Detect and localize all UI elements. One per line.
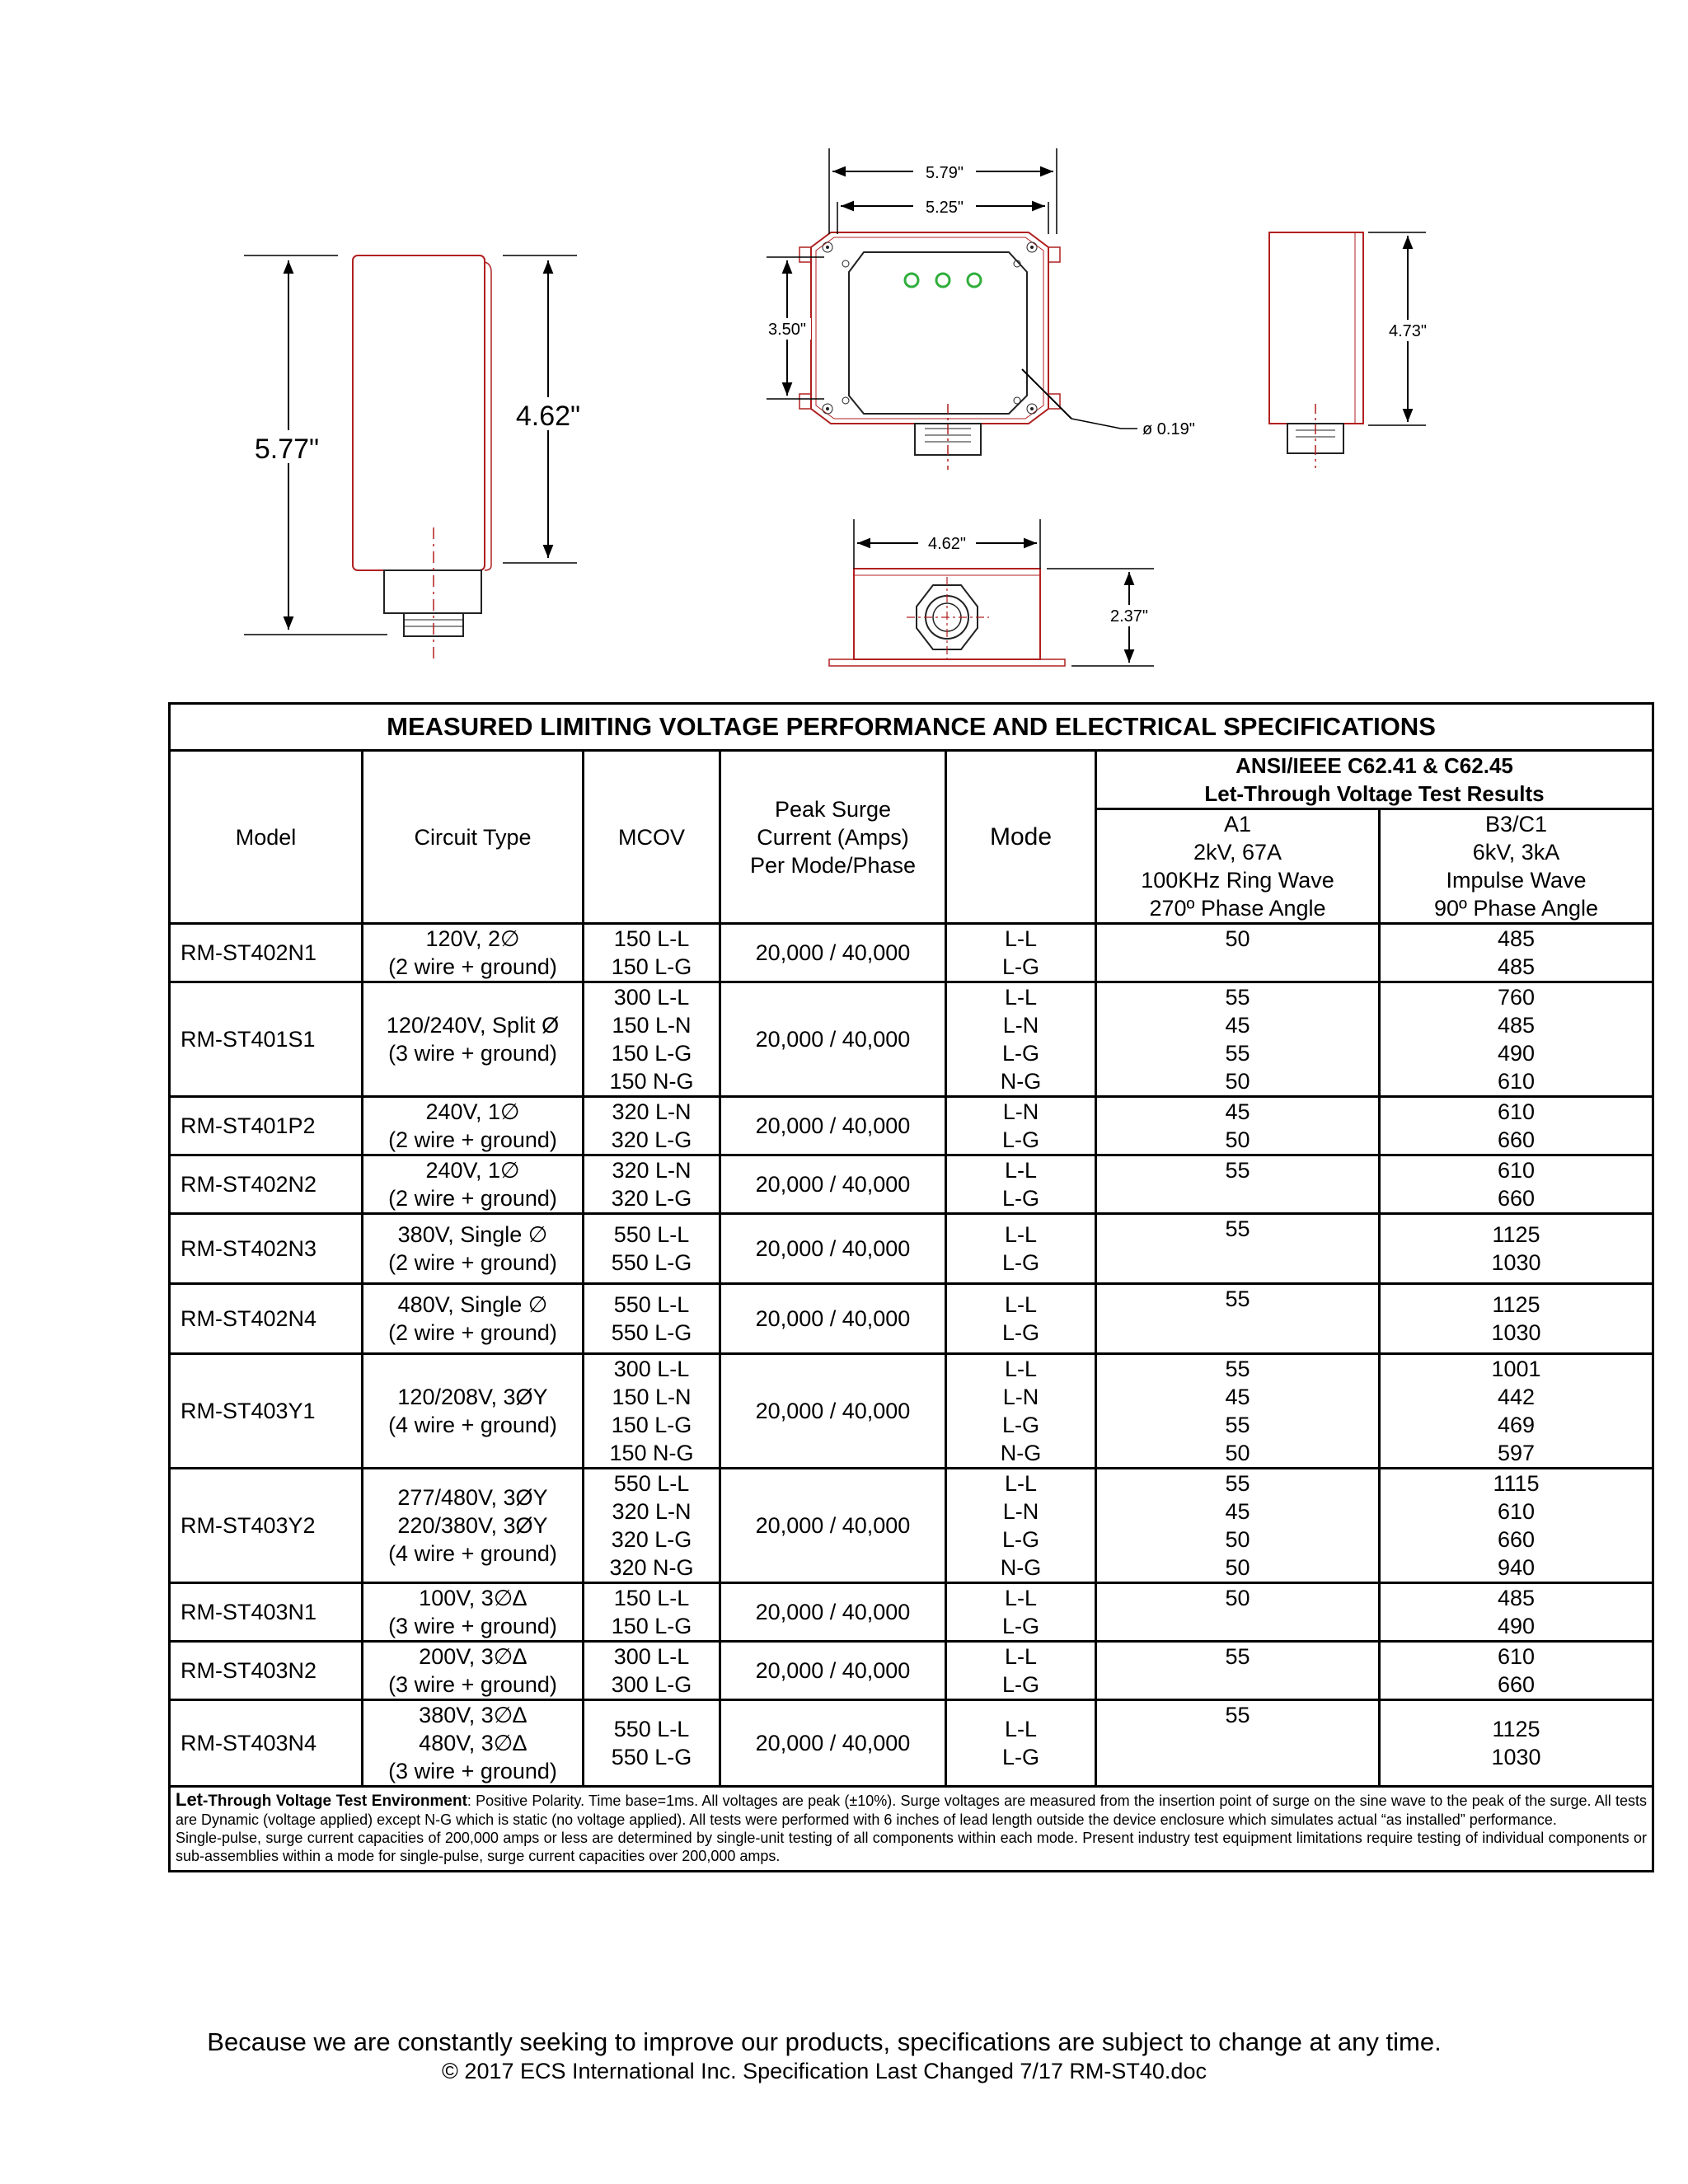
cell-circuit-type: [363, 1469, 584, 1583]
cell-mcov: [584, 1700, 720, 1787]
cell-b3c1-line: 490: [1497, 1614, 1536, 1638]
cell-mode-line: L-L: [1004, 1586, 1038, 1610]
cell-mcov-line: 550 L-L: [613, 1292, 690, 1317]
right-view-drawing: [1269, 232, 1432, 468]
cell-mcov: [584, 1354, 720, 1469]
cell-mode: [946, 1214, 1096, 1284]
cell-circuit-type-line: (4 wire + ground): [388, 1413, 557, 1437]
cell-mode: [946, 1700, 1096, 1787]
cell-b3c1-line: 1125: [1492, 1292, 1540, 1317]
cell-a1: [1096, 1214, 1380, 1284]
cell-peak-surge: 20,000 / 40,000: [720, 1642, 946, 1700]
dim-front-height: 3.50": [767, 321, 807, 339]
cell-b3c1-line: 760: [1497, 985, 1536, 1010]
cell-circuit-type-line: (4 wire + ground): [388, 1541, 557, 1566]
header-a1-line: 100KHz Ring Wave: [1141, 868, 1334, 893]
cell-a1-line: 55: [1225, 1703, 1250, 1727]
table-row: [170, 982, 1653, 1097]
cell-b3c1-line: 485: [1497, 1586, 1536, 1610]
dim-bottom-height: 2.37": [1109, 607, 1149, 626]
cell-a1-line: 55: [1225, 1041, 1250, 1066]
cell-mode-line: L-L: [1004, 926, 1038, 951]
cell-model: RM-ST402N2: [170, 1155, 363, 1214]
cell-circuit-type: [363, 924, 584, 982]
cell-model: RM-ST403N1: [170, 1583, 363, 1642]
cell-a1-line: 45: [1225, 1013, 1250, 1038]
cell-peak-surge: 20,000 / 40,000: [720, 1097, 946, 1155]
cell-peak-surge: 20,000 / 40,000: [720, 924, 946, 982]
cell-circuit-type: [363, 1284, 584, 1354]
table-row: [170, 1097, 1653, 1155]
cell-mode-line: L-G: [1001, 1527, 1039, 1552]
cell-b3c1-line: 485: [1497, 1013, 1536, 1038]
cell-mode: [946, 1155, 1096, 1214]
cell-peak-surge: 20,000 / 40,000: [720, 1214, 946, 1284]
cell-mcov: [584, 1469, 720, 1583]
cell-b3c1-line: 1001: [1491, 1357, 1541, 1381]
cell-circuit-type-line: 277/480V, 3ØY: [397, 1485, 548, 1510]
side-view-drawing: [244, 255, 585, 663]
cell-a1: [1096, 1642, 1380, 1700]
cell-a1-line: 50: [1225, 1527, 1250, 1552]
cell-a1-line: 55: [1225, 1286, 1250, 1311]
cell-model: RM-ST401P2: [170, 1097, 363, 1155]
footer-copyright: © 2017 ECS International Inc. Specification Last Changed 7/17 RM-ST40.doc: [442, 2059, 1207, 2083]
cell-b3c1: [1380, 1642, 1653, 1700]
status-led: [968, 274, 981, 287]
cell-a1: [1096, 1354, 1380, 1469]
cell-b3c1: [1380, 1097, 1653, 1155]
cell-a1: [1096, 924, 1380, 982]
cell-b3c1-line: 660: [1497, 1127, 1536, 1152]
cell-peak-surge: 20,000 / 40,000: [720, 1700, 946, 1787]
header-peak-surge: [720, 751, 946, 924]
cell-mode-line: L-G: [1001, 1186, 1039, 1211]
cell-a1-line: 55: [1225, 1644, 1250, 1669]
cell-circuit-type-line: (3 wire + ground): [388, 1614, 557, 1638]
table-row: [170, 924, 1653, 982]
cell-mcov-line: 150 L-G: [611, 1041, 692, 1066]
cell-mode-line: L-G: [1001, 1127, 1039, 1152]
cell-mode-line: L-N: [1002, 1099, 1039, 1124]
notes-paragraph-pulse: Single-pulse, surge current capacities of 200,000 amps or less are determined by single-unit testing of all components within each mode. Present industry test equipment limitations require testing of individual components or sub-assemblies within a mode for single-pulse, surge current capacities over 200,000 amps.: [176, 1830, 1647, 1864]
cell-mode-line: N-G: [1000, 1441, 1042, 1465]
dim-right-height: 4.73": [1388, 322, 1428, 340]
cell-mcov-line: 150 N-G: [609, 1069, 694, 1094]
cell-b3c1: [1380, 924, 1653, 982]
cell-mode-line: L-L: [1004, 985, 1038, 1010]
cell-mcov-line: 300 L-L: [613, 1644, 690, 1669]
cell-mode: [946, 1583, 1096, 1642]
header-a1-line: 2kV, 67A: [1193, 840, 1282, 865]
bottom-view-drawing: [829, 519, 1154, 666]
cell-mcov: [584, 1214, 720, 1284]
cell-mode: [946, 924, 1096, 982]
notes-env-label: -Through Voltage Test Environment: [203, 1793, 467, 1810]
cell-model: RM-ST403N2: [170, 1642, 363, 1700]
cell-mcov-line: 300 L-G: [611, 1672, 692, 1697]
header-b3-line: Impulse Wave: [1446, 868, 1587, 893]
cell-a1: [1096, 1284, 1380, 1354]
cell-model: RM-ST403Y2: [170, 1469, 363, 1583]
cell-b3c1-line: 442: [1497, 1385, 1536, 1409]
cell-b3c1-line: 610: [1497, 1644, 1536, 1669]
cell-mode-line: N-G: [1000, 1555, 1042, 1580]
cell-mode-line: L-L: [1004, 1222, 1038, 1247]
cell-peak-surge: 20,000 / 40,000: [720, 1469, 946, 1583]
cell-mode-line: N-G: [1000, 1069, 1042, 1094]
cell-b3c1-line: 485: [1497, 926, 1536, 951]
cell-b3c1: [1380, 1469, 1653, 1583]
cell-mcov-line: 550 L-L: [613, 1717, 690, 1741]
cell-mode-line: L-G: [1001, 1041, 1039, 1066]
cell-peak-surge: 20,000 / 40,000: [720, 1354, 946, 1469]
notes-env-prefix: Let: [176, 1789, 203, 1810]
cell-a1-line: 50: [1225, 1069, 1250, 1094]
cell-a1-line: 45: [1225, 1499, 1250, 1524]
cell-a1-line: 55: [1225, 1413, 1250, 1437]
cell-mcov-line: 320 L-G: [611, 1527, 692, 1552]
table-row: [170, 1284, 1653, 1354]
cell-mcov-line: 300 L-L: [613, 985, 690, 1010]
cell-mode-line: L-L: [1004, 1471, 1038, 1496]
cell-a1: [1096, 1097, 1380, 1155]
table-row: [170, 1700, 1653, 1787]
header-peak-line: Peak Surge: [774, 796, 892, 822]
cell-circuit-type-line: (2 wire + ground): [388, 1250, 557, 1275]
cell-mcov-line: 320 N-G: [609, 1555, 694, 1580]
cell-b3c1-line: 610: [1497, 1069, 1536, 1094]
cell-circuit-type-line: 240V, 1∅: [425, 1158, 520, 1183]
cell-a1: [1096, 1583, 1380, 1642]
cell-mcov-line: 150 L-N: [612, 1013, 692, 1038]
cell-mcov-line: 320 L-N: [612, 1158, 692, 1183]
cell-mcov-line: 320 L-G: [611, 1127, 692, 1152]
cell-mcov-line: 320 L-N: [612, 1099, 692, 1124]
cell-circuit-type-line: 480V, 3∅∆: [419, 1731, 527, 1755]
cell-b3c1-line: 1030: [1491, 1745, 1541, 1769]
cell-mode-line: L-N: [1002, 1385, 1039, 1409]
cell-circuit-type-line: 220/380V, 3ØY: [397, 1513, 548, 1538]
cell-b3c1-line: 1125: [1492, 1222, 1540, 1247]
cell-mcov-line: 150 L-G: [611, 954, 692, 979]
dim-side-height-outer: 5.77": [254, 434, 320, 465]
cell-a1: [1096, 1155, 1380, 1214]
footer-disclaimer: Because we are constantly seeking to improve our products, specifications are subject to change at any time.: [207, 2027, 1442, 2056]
cell-mode-line: L-N: [1002, 1013, 1039, 1038]
cell-b3c1-line: 660: [1497, 1527, 1536, 1552]
cell-mode: [946, 982, 1096, 1097]
cell-b3c1-line: 940: [1497, 1555, 1536, 1580]
header-b3-line: 90º Phase Angle: [1433, 896, 1599, 921]
cell-b3c1-line: 485: [1497, 954, 1536, 979]
table-row: [170, 1155, 1653, 1214]
cell-peak-surge: 20,000 / 40,000: [720, 1583, 946, 1642]
cell-circuit-type-line: 480V, Single ∅: [397, 1292, 548, 1317]
cell-mode-line: L-L: [1004, 1292, 1038, 1317]
header-ansi: [1096, 751, 1653, 809]
cell-mcov: [584, 1097, 720, 1155]
cell-model: RM-ST403Y1: [170, 1354, 363, 1469]
cell-mcov-line: 320 L-N: [612, 1499, 692, 1524]
cell-circuit-type-line: 100V, 3∅∆: [419, 1586, 527, 1610]
cell-mcov: [584, 924, 720, 982]
cell-circuit-type-line: (2 wire + ground): [388, 1127, 557, 1152]
cell-circuit-type: [363, 1354, 584, 1469]
header-ansi-line: ANSI/IEEE C62.41 & C62.45: [1236, 753, 1513, 778]
cell-circuit-type-line: (2 wire + ground): [388, 954, 557, 979]
cell-model: RM-ST402N1: [170, 924, 363, 982]
cell-a1-line: 50: [1225, 926, 1250, 951]
header-model: Model: [170, 751, 363, 924]
cell-mcov-line: 550 L-G: [611, 1250, 692, 1275]
cell-mcov-line: 550 L-L: [613, 1471, 690, 1496]
cell-a1: [1096, 1469, 1380, 1583]
spec-table: [168, 702, 1654, 1872]
cell-a1-line: 55: [1225, 1158, 1250, 1183]
header-ansi-line: Let-Through Voltage Test Results: [1204, 781, 1545, 806]
cell-mcov-line: 150 L-L: [613, 1586, 690, 1610]
cell-mcov: [584, 982, 720, 1097]
cell-circuit-type-line: 200V, 3∅∆: [419, 1644, 527, 1669]
cell-mode-line: L-L: [1004, 1717, 1038, 1741]
cell-a1-line: 55: [1225, 1357, 1250, 1381]
cell-circuit-type-line: (2 wire + ground): [388, 1320, 557, 1345]
cell-circuit-type: [363, 982, 584, 1097]
cell-circuit-type-line: 120V, 2∅: [425, 926, 520, 951]
cell-b3c1: [1380, 1583, 1653, 1642]
cell-b3c1: [1380, 1354, 1653, 1469]
header-b3-line: 6kV, 3kA: [1472, 840, 1560, 865]
cell-circuit-type: [363, 1155, 584, 1214]
cell-mcov-line: 550 L-G: [611, 1320, 692, 1345]
cell-mode: [946, 1642, 1096, 1700]
cell-mode-line: L-G: [1001, 954, 1039, 979]
cell-circuit-type-line: (3 wire + ground): [388, 1759, 557, 1783]
cell-mode-line: L-G: [1001, 1745, 1039, 1769]
cell-circuit-type-line: 380V, 3∅∆: [419, 1703, 527, 1727]
table-title: MEASURED LIMITING VOLTAGE PERFORMANCE AND ELECTRICAL SPECIFICATIONS: [170, 704, 1653, 751]
status-led: [936, 274, 950, 287]
cell-b3c1: [1380, 1214, 1653, 1284]
cell-circuit-type: [363, 1214, 584, 1284]
cell-mode-line: L-L: [1004, 1158, 1038, 1183]
header-circuit-type: Circuit Type: [363, 751, 584, 924]
cell-b3c1-line: 1030: [1491, 1320, 1541, 1345]
cell-a1-line: 50: [1225, 1127, 1250, 1152]
side-view-body: [353, 255, 485, 570]
cell-model: RM-ST401S1: [170, 982, 363, 1097]
cell-a1-line: 45: [1225, 1099, 1250, 1124]
cell-b3c1-line: 1115: [1493, 1471, 1540, 1496]
dim-hole-diameter: ø 0.19": [1142, 420, 1195, 438]
cell-b3c1-line: 469: [1497, 1413, 1536, 1437]
test-environment-notes: [170, 1787, 1653, 1872]
cell-circuit-type-line: 120/240V, Split Ø: [386, 1013, 560, 1038]
cell-mcov: [584, 1642, 720, 1700]
front-view-drawing: [763, 148, 1195, 470]
cell-mcov-line: 150 N-G: [609, 1441, 694, 1465]
cell-circuit-type: [363, 1097, 584, 1155]
cell-a1-line: 50: [1225, 1441, 1250, 1465]
cell-mcov-line: 550 L-G: [611, 1745, 692, 1769]
cell-mode-line: L-G: [1001, 1320, 1039, 1345]
table-row: [170, 1642, 1653, 1700]
header-a1-line: A1: [1223, 812, 1252, 837]
header-peak-line: Per Mode/Phase: [749, 852, 917, 878]
side-view-fitting: [384, 570, 481, 613]
cell-b3c1-line: 1125: [1492, 1717, 1540, 1741]
front-view-body: [811, 232, 1048, 424]
cell-peak-surge: 20,000 / 40,000: [720, 1155, 946, 1214]
cell-a1: [1096, 982, 1380, 1097]
header-b3c1: [1380, 809, 1653, 924]
cell-mcov-line: 320 L-G: [611, 1186, 692, 1211]
cell-b3c1: [1380, 982, 1653, 1097]
header-peak-line: Current (Amps): [757, 824, 909, 850]
dim-front-width-inner: 5.25": [925, 199, 964, 217]
cell-circuit-type: [363, 1642, 584, 1700]
cell-mcov-line: 150 L-G: [611, 1614, 692, 1638]
cell-b3c1-line: 610: [1497, 1499, 1536, 1524]
cell-a1-line: 55: [1225, 1471, 1250, 1496]
table-row: [170, 1354, 1653, 1469]
cell-circuit-type: [363, 1583, 584, 1642]
cell-mode: [946, 1284, 1096, 1354]
table-row: [170, 1583, 1653, 1642]
dim-bottom-width: 4.62": [927, 535, 967, 553]
cell-mode-line: L-G: [1001, 1250, 1039, 1275]
cell-b3c1-line: 490: [1497, 1041, 1536, 1066]
cell-b3c1: [1380, 1284, 1653, 1354]
cell-mcov-line: 550 L-L: [613, 1222, 690, 1247]
cell-circuit-type-line: 120/208V, 3ØY: [397, 1385, 548, 1409]
cell-a1-line: 50: [1225, 1586, 1250, 1610]
cell-circuit-type-line: (3 wire + ground): [388, 1672, 557, 1697]
header-a1: [1096, 809, 1380, 924]
dim-front-width-outer: 5.79": [925, 164, 964, 182]
enclosure-drawings: [0, 0, 1688, 701]
header-a1-line: 270º Phase Angle: [1149, 896, 1326, 921]
cell-a1-line: 45: [1225, 1385, 1250, 1409]
right-view-body: [1269, 232, 1363, 424]
cell-a1-line: 50: [1225, 1555, 1250, 1580]
header-mcov: MCOV: [584, 751, 720, 924]
cell-circuit-type-line: (2 wire + ground): [388, 1186, 557, 1211]
cell-circuit-type-line: (3 wire + ground): [388, 1041, 557, 1066]
cell-mcov: [584, 1284, 720, 1354]
cell-circuit-type-line: 240V, 1∅: [425, 1099, 520, 1124]
cell-mcov-line: 150 L-G: [611, 1413, 692, 1437]
cell-b3c1: [1380, 1700, 1653, 1787]
cell-mode-line: L-G: [1001, 1614, 1039, 1638]
cell-mode: [946, 1097, 1096, 1155]
status-led: [905, 274, 918, 287]
cell-model: RM-ST402N4: [170, 1284, 363, 1354]
cell-b3c1-line: 660: [1497, 1672, 1536, 1697]
cell-mode-line: L-L: [1004, 1644, 1038, 1669]
cell-a1-line: 55: [1225, 1216, 1250, 1241]
cell-model: RM-ST402N3: [170, 1214, 363, 1284]
dim-side-height-inner: 4.62": [515, 401, 581, 432]
cell-mode-line: L-G: [1001, 1413, 1039, 1437]
cell-mcov-line: 300 L-L: [613, 1357, 690, 1381]
cell-a1-line: 55: [1225, 985, 1250, 1010]
table-row: [170, 1214, 1653, 1284]
cell-mode-line: L-N: [1002, 1499, 1039, 1524]
cell-a1: [1096, 1700, 1380, 1787]
cell-mode-line: L-G: [1001, 1672, 1039, 1697]
cell-peak-surge: 20,000 / 40,000: [720, 1284, 946, 1354]
cell-b3c1-line: 1030: [1491, 1250, 1541, 1275]
notes-paragraph-environment: [176, 1791, 1647, 1829]
cell-mode: [946, 1469, 1096, 1583]
cell-mode-line: L-L: [1004, 1357, 1038, 1381]
cell-mcov-line: 150 L-N: [612, 1385, 692, 1409]
cell-b3c1-line: 660: [1497, 1186, 1536, 1211]
notes-env-text: : Positive Polarity. Time base=1ms. All voltages are peak (±10%). Surge voltages are measured from the insertion point of surge on the sine wave to the peak of the surge. All tests are Dynamic (voltage applied) except N-G which is static (no voltage applied). All tests were performed with 6 inches of lead length outside the device enclosure which simulates actual “as installed” performance.: [176, 1793, 1647, 1828]
header-b3-line: B3/C1: [1484, 812, 1548, 837]
cell-model: RM-ST403N4: [170, 1700, 363, 1787]
cell-circuit-type: [363, 1700, 584, 1787]
cell-mcov-line: 150 L-L: [613, 926, 690, 951]
header-mode: Mode: [946, 751, 1096, 924]
table-row: [170, 1469, 1653, 1583]
cell-b3c1: [1380, 1155, 1653, 1214]
cell-mcov: [584, 1583, 720, 1642]
cell-peak-surge: 20,000 / 40,000: [720, 982, 946, 1097]
cell-mode: [946, 1354, 1096, 1469]
cell-b3c1-line: 610: [1497, 1099, 1536, 1124]
cell-b3c1-line: 610: [1497, 1158, 1536, 1183]
cell-circuit-type-line: 380V, Single ∅: [397, 1222, 548, 1247]
cell-b3c1-line: 597: [1497, 1441, 1536, 1465]
cell-mcov: [584, 1155, 720, 1214]
